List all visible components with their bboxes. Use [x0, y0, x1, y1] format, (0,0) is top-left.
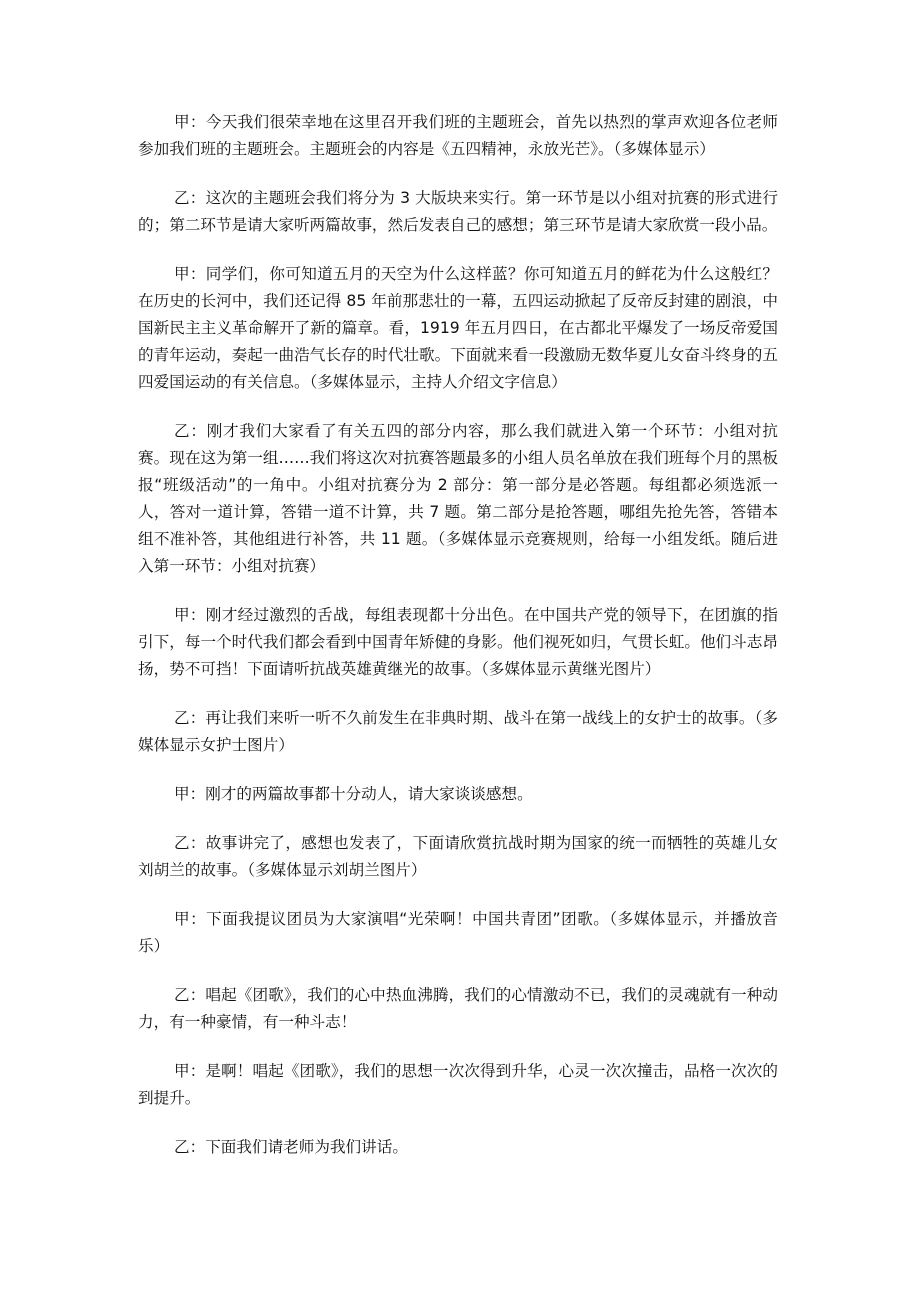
paragraph: 甲：今天我们很荣幸地在这里召开我们班的主题班会，首先以热烈的掌声欢迎各位老师参加我们班的主题班会。主题班会的内容是《五四精神，永放光芒》。（多媒体显示） [138, 113, 778, 158]
paragraph: 乙：刚才我们大家看了有关五四的部分内容，那么我们就进入第一个环节：小组对抗赛。现在这为第一组……我们将这次对抗赛答题最多的小组人员名单放在我们班每个月的黑板报“班级活动”的一角中。小组对抗赛分为 2 部分：第一部分是必答题。每组都必须选派一人，答对一道计算，答错一道不计算，共 7 题。第二部分是抢答题，哪组先抢先答，答错本组不准补答，其他组进行补答，共 11 题。（多媒体显示竞赛规则，给每一小组发纸。随后进入第一环节：小组对抗赛） [138, 422, 778, 575]
paragraph: 乙：再让我们来听一听不久前发生在非典时期、战斗在第一战线上的女护士的故事。（多媒体显示女护士图片） [138, 709, 778, 754]
paragraph: 乙：故事讲完了，感想也发表了，下面请欣赏抗战时期为国家的统一而牺牲的英雄儿女刘胡兰的故事。（多媒体显示刘胡兰图片） [138, 834, 778, 879]
paragraph: 乙：下面我们请老师为我们讲话。 [174, 1138, 408, 1156]
document-body [138, 109, 778, 1183]
paragraph: 甲：刚才的两篇故事都十分动人，请大家谈谈感想。 [174, 785, 533, 803]
paragraph: 甲：同学们，你可知道五月的天空为什么这样蓝？你可知道五月的鲜花为什么这般红？在历史的长河中，我们还记得 85 年前那悲壮的一幕，五四运动掀起了反帝反封建的剧浪，中国新民主主义革命解开了新的篇章。看，1919 年五月四日，在古都北平爆发了一场反帝爱国的青年运动，奏起一曲浩气长存的时代壮歌。下面就来看一段激励无数华夏儿女奋斗终身的五四爱国运动的有关信息。（多媒体显示，主持人介绍文字信息） [138, 265, 778, 391]
paragraph: 乙：这次的主题班会我们将分为 3 大版块来实行。第一环节是以小组对抗赛的形式进行的；第二环节是请大家听两篇故事，然后发表自己的感想；第三环节是请大家欣赏一段小品。 [138, 189, 778, 234]
paragraph: 甲：下面我提议团员为大家演唱“光荣啊！中国共青团”团歌。（多媒体显示，并播放音乐） [138, 910, 778, 955]
paragraph: 甲：是啊！唱起《团歌》，我们的思想一次次得到升华，心灵一次次撞击，品格一次次的到提升。 [138, 1062, 778, 1107]
paragraph: 甲：刚才经过激烈的舌战，每组表现都十分出色。在中国共产党的领导下，在团旗的指引下，每一个时代我们都会看到中国青年矫健的身影。他们视死如归，气贯长虹。他们斗志昂扬，势不可挡！下面请听抗战英雄黄继光的故事。（多媒体显示黄继光图片） [138, 606, 778, 678]
paragraph: 乙：唱起《团歌》，我们的心中热血沸腾，我们的心情激动不已，我们的灵魂就有一种动力，有一种豪情，有一种斗志！ [138, 986, 778, 1031]
